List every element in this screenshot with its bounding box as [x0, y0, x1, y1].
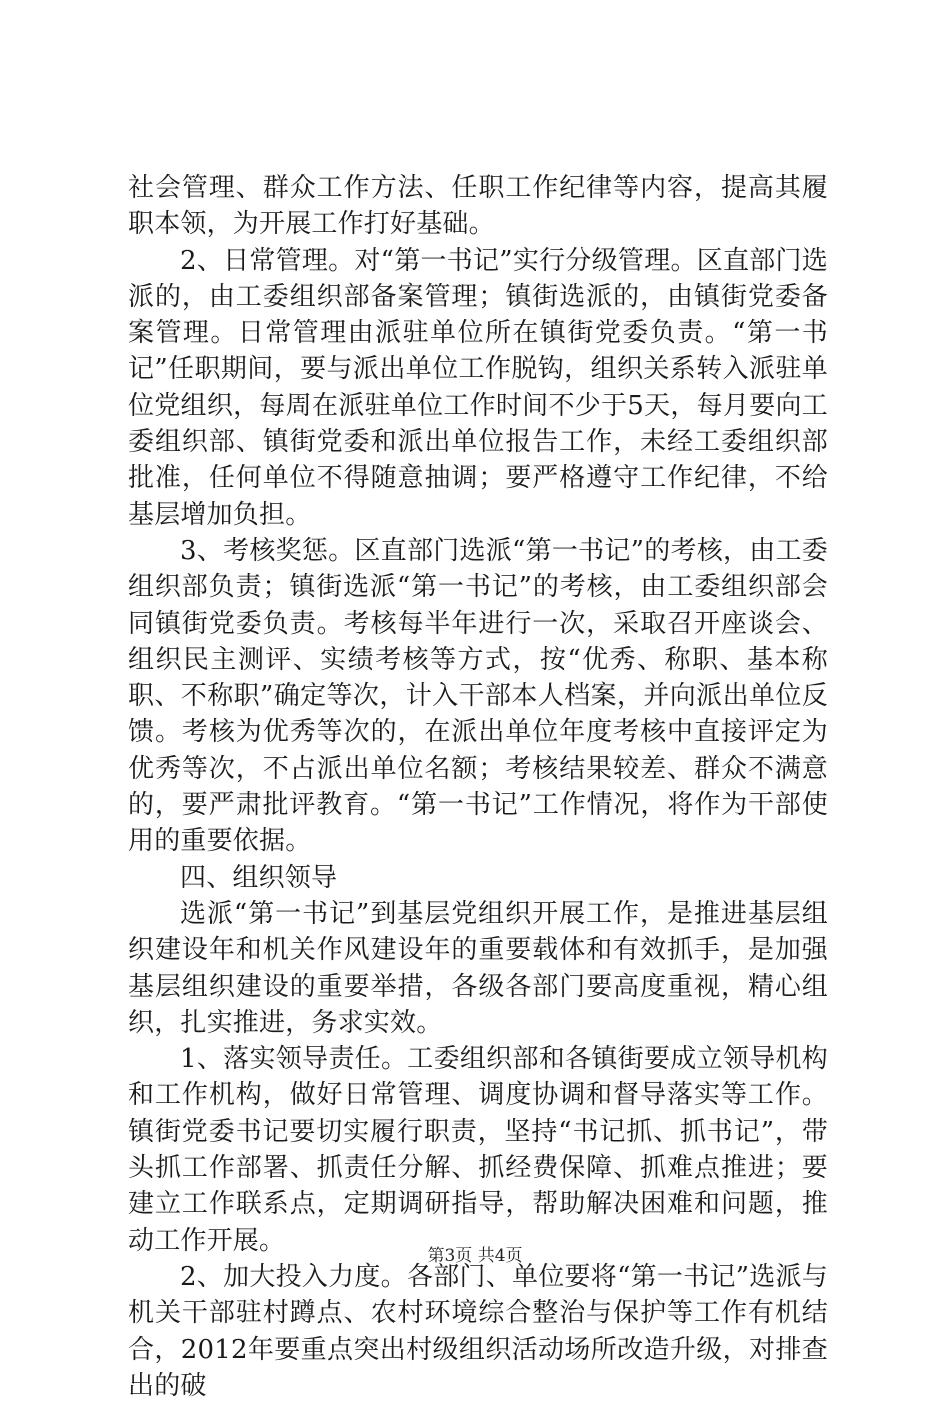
paragraph-2: 2、日常管理。对“第一书记”实行分级管理。区直部门选派的，由工委组织部备案管理；镇街选派的，由镇街党委备案管理。日常管理由派驻单位所在镇街党委负责。“第一书记”任职期间，要与派出单位工作脱钩，组织关系转入派驻单位党组织，每周在派驻单位工作时间不少于5天，每月要向工委组织部、镇街党委和派出单位报告工作，未经工委组织部批准，任何单位不得随意抽调；要严格遵守工作纪律，不给基层增加负担。 — [128, 245, 828, 530]
document-body — [128, 170, 828, 1404]
paragraph-5: 1、落实领导责任。工委组织部和各镇街要成立领导机构和工作机构，做好日常管理、调度协调和督导落实等工作。镇街党委书记要切实履行职责，坚持“书记抓、抓书记”，带头抓工作部署、抓责任分解、抓经费保障、抓难点推进；要建立工作联系点，定期调研指导，帮助解决困难和问题，推动工作开展。 — [128, 1044, 828, 1256]
paragraph-4: 选派“第一书记”到基层党组织开展工作，是推进基层组织建设年和机关作风建设年的重要载体和有效抓手，是加强基层组织建设的重要举措，各级各部门要高度重视，精心组织，扎实推进，务求实效。 — [128, 898, 828, 1038]
section-heading: 四、组织领导 — [180, 862, 338, 893]
paragraph-1: 社会管理、群众工作方法、任职工作纪律等内容，提高其履职本领，为开展工作打好基础。 — [128, 173, 828, 240]
paragraph-3: 3、考核奖惩。区直部门选派“第一书记”的考核，由工委组织部负责；镇街选派“第一书记”的考核，由工委组织部会同镇街党委负责。考核每半年进行一次，采取召开座谈会、组织民主测评、实绩考核等方式，按“优秀、称职、基本称职、不称职”确定等次，计入干部本人档案，并向派出单位反馈。考核为优秀等次的，在派出单位年度考核中直接评定为优秀等次，不占派出单位名额；考核结果较差、群众不满意的，要严肃批评教育。“第一书记”工作情况，将作为干部使用的重要依据。 — [128, 535, 828, 857]
paragraph-6: 2、加大投入力度。各部门、单位要将“第一书记”选派与机关干部驻村蹲点、农村环境综合整治与保护等工作有机结合，2012年要重点突出村级组织活动场所改造升级，对排查出的破 — [128, 1261, 828, 1401]
page-footer: 第3页 共4页 — [427, 1246, 523, 1266]
